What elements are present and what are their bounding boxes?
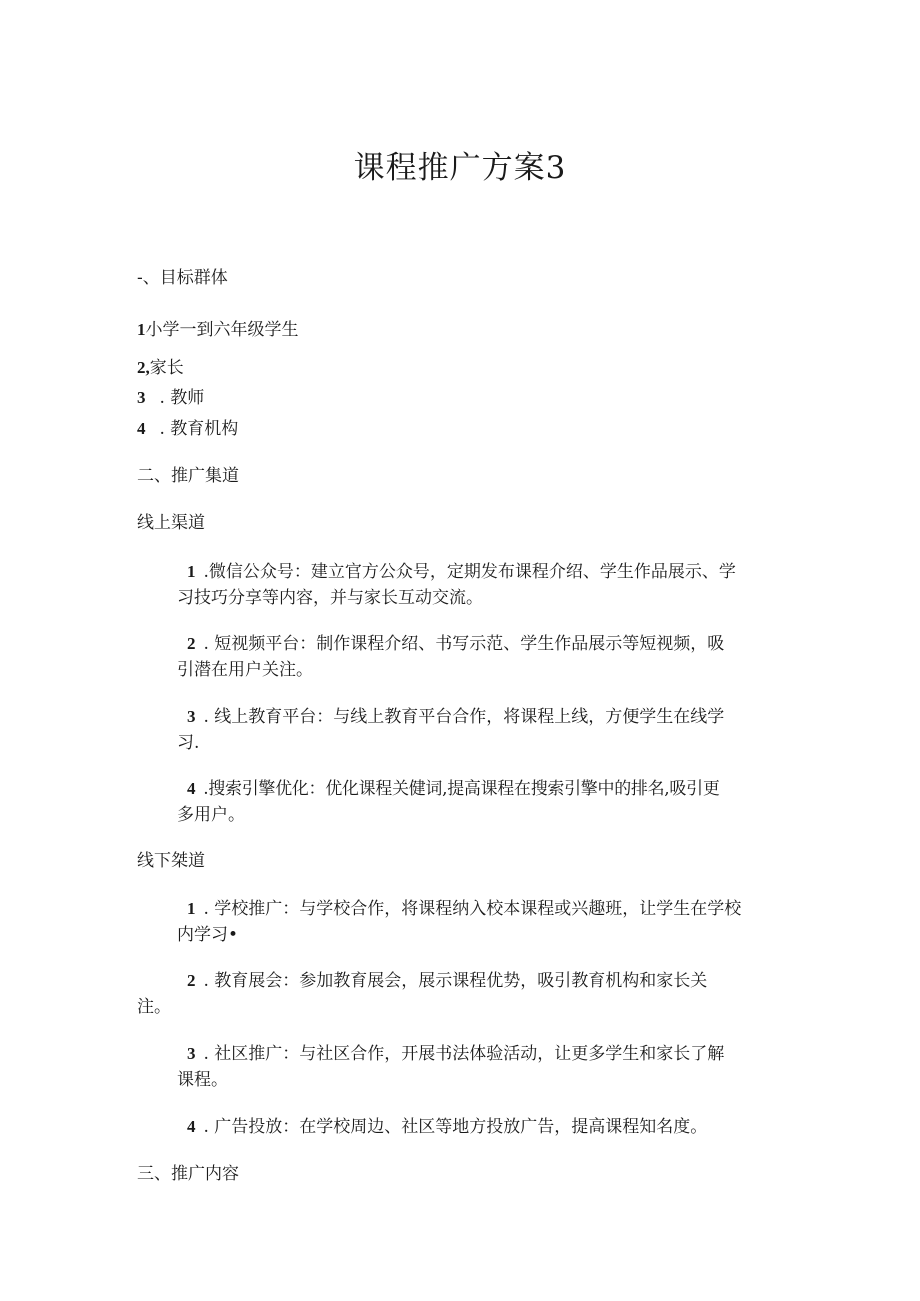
list-item: 4 . 教育机构 bbox=[137, 419, 239, 439]
subheading-offline-channels: 线下桀道 bbox=[137, 851, 205, 871]
page-title: 课程推广方案3 bbox=[353, 150, 567, 186]
offline-item-1-line2: 内学习• bbox=[177, 925, 239, 945]
list-item: 2,家长 bbox=[137, 358, 184, 378]
section-heading-channels: 二、推广集道 bbox=[137, 466, 239, 486]
list-item: 3 . 教师 bbox=[137, 388, 205, 408]
offline-item-2-line1: 2 . 教育展会：参加教育展会，展示课程优势，吸引教育机构和家长关 bbox=[187, 971, 708, 991]
online-item-2-line1: 2 . 短视频平台：制作课程介绍、书写示范、学生作品展示等短视频，吸 bbox=[187, 634, 725, 654]
online-item-1-line2: 习技巧分享等内容，并与家长互动交流。 bbox=[177, 588, 483, 608]
online-item-1-line1: 1 .微信公众号：建立官方公众号，定期发布课程介绍、学生作品展示、学 bbox=[187, 562, 736, 582]
online-item-3-line2: 习. bbox=[177, 733, 200, 753]
list-item: 1小学一到六年级学生 bbox=[137, 320, 299, 340]
section-heading-target-groups: -、目标群体 bbox=[137, 268, 228, 288]
offline-item-2-line2: 注。 bbox=[137, 997, 171, 1017]
offline-item-3-line1: 3 . 社区推广：与社区合作，开展书法体验活动，让更多学生和家长了解 bbox=[187, 1044, 725, 1064]
section-heading-promotion-content: 三、推广内容 bbox=[137, 1164, 239, 1184]
online-item-4-line1: 4 .搜索引擎优化：优化课程关健词,提高课程在搜索引擎中的排名,吸引更 bbox=[187, 779, 720, 799]
offline-item-4-line1: 4 . 广告投放：在学校周边、社区等地方投放广告，提高课程知名度。 bbox=[187, 1117, 708, 1137]
subheading-online-channels: 线上渠道 bbox=[137, 513, 205, 533]
online-item-4-line2: 多用户。 bbox=[177, 805, 245, 825]
offline-item-3-line2: 课程。 bbox=[177, 1070, 228, 1090]
online-item-2-line2: 引潜在用户关注。 bbox=[177, 660, 313, 680]
offline-item-1-line1: 1 . 学校推广：与学校合作，将课程纳入校本课程或兴趣班，让学生在学校 bbox=[187, 899, 742, 919]
online-item-3-line1: 3 . 线上教育平台：与线上教育平台合作，将课程上线，方便学生在线学 bbox=[187, 707, 725, 727]
